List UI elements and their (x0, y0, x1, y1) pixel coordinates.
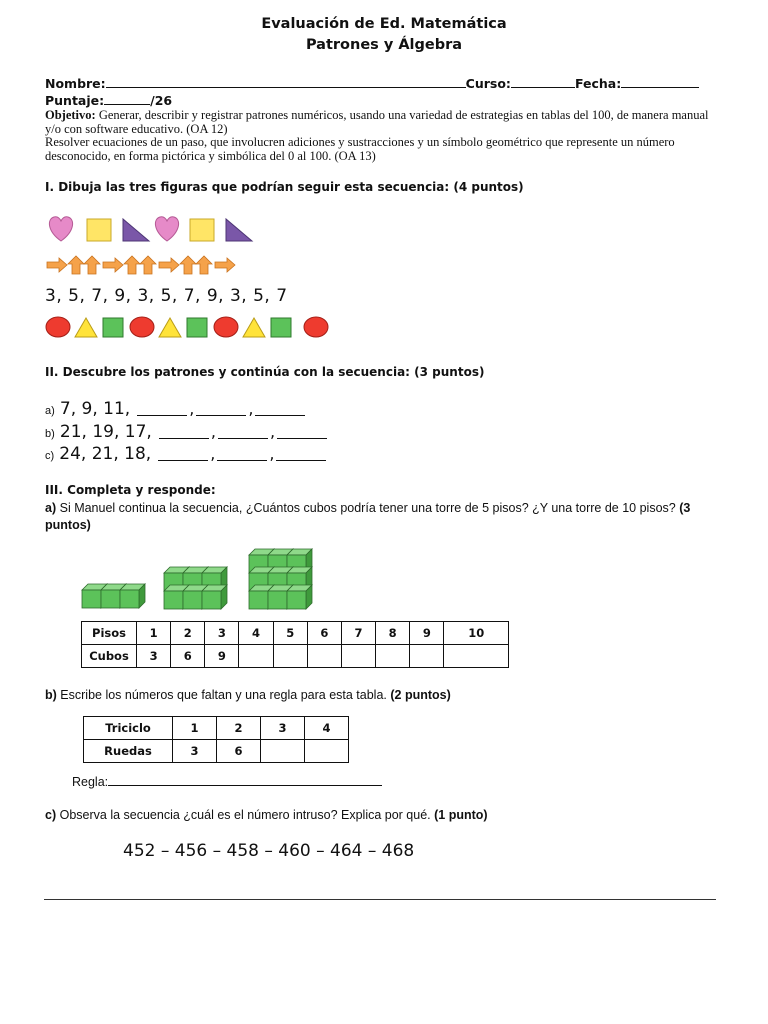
table-cell: 3 (205, 622, 239, 645)
table-cell: 2 (217, 717, 261, 740)
regla-field[interactable] (108, 773, 382, 786)
sequence-text: 24, 21, 18, (59, 444, 152, 464)
fecha-label: Fecha: (574, 76, 622, 91)
objetivo-block (45, 109, 715, 163)
objetivo-text-2: Resolver ecuaciones de un paso, que involucren adiciones y sustracciones y un símbolo geométrico que represente un número desconocido, en forma pictórica y simbólica del 0 al 100. (OA 13) (45, 135, 675, 163)
page-title: Evaluación de Ed. Matemática (261, 16, 507, 32)
answer-blank[interactable] (137, 414, 187, 416)
cube-towers-illustration (78, 548, 328, 610)
arrow-up-icon (140, 256, 156, 274)
red-circle-icon (304, 317, 328, 337)
sequence-text: 21, 19, 17, (59, 422, 152, 442)
table-row (84, 740, 349, 763)
table-cell: 6 (217, 740, 261, 763)
answer-blank[interactable] (218, 437, 268, 439)
answer-cell[interactable] (376, 645, 410, 668)
purple-triangle-icon (226, 219, 252, 241)
arrow-right-icon (47, 258, 67, 272)
objetivo-label: Objetivo: (45, 108, 96, 122)
table-cell: 6 (171, 645, 205, 668)
question-b-text: Escribe los números que faltan y una regla para esta tabla. (60, 688, 387, 702)
sequence-text: 7, 9, 11, (59, 399, 131, 419)
objetivo-text-1: Generar, describir y registrar patrones numéricos, usando una variedad de estrategias en tablas del 100, de manera manual y/o con software educativo. (OA 12) (45, 108, 709, 136)
answer-blank[interactable] (217, 459, 267, 461)
table-cell: 8 (376, 622, 410, 645)
answer-cell[interactable] (239, 645, 273, 668)
question-a (45, 500, 725, 534)
cube-tower-3 (249, 549, 312, 609)
question-b-label: b) (45, 688, 57, 702)
answer-cell[interactable] (410, 645, 444, 668)
section3-heading: III. Completa y responde: (45, 483, 216, 497)
question-a-points: (3 puntos) (45, 501, 691, 532)
student-fields-row (45, 75, 725, 91)
row-header: Ruedas (84, 740, 173, 763)
table-cell: 10 (444, 622, 509, 645)
table-cell: 1 (173, 717, 217, 740)
shape-sequence-1 (45, 213, 260, 245)
answer-blank[interactable] (196, 414, 246, 416)
table-cell: 3 (261, 717, 305, 740)
nombre-field[interactable] (106, 75, 466, 88)
question-a-label: a) (45, 501, 57, 515)
table-cell: 3 (137, 645, 171, 668)
row-header: Pisos (82, 622, 137, 645)
arrow-up-icon (84, 256, 100, 274)
section1-heading: I. Dibuja las tres figuras que podrían seguir esta secuencia: (4 puntos) (45, 180, 524, 194)
item-label: a) (45, 405, 55, 417)
question-c-points: (1 punto) (434, 808, 488, 822)
green-square-icon (103, 318, 123, 337)
puntaje-total: /26 (150, 93, 173, 108)
question-c-label: c) (45, 808, 57, 822)
cube-tower-1 (82, 584, 145, 608)
arrow-sequence (45, 254, 245, 276)
triciclo-ruedas-table (83, 716, 349, 763)
item-label: b) (45, 428, 55, 440)
page-subtitle: Patrones y Álgebra (305, 37, 463, 53)
heart-icon (155, 217, 178, 241)
pisos-cubos-table (81, 621, 509, 668)
answer-blank[interactable] (159, 437, 209, 439)
row-header: Cubos (82, 645, 137, 668)
question-b (45, 688, 451, 702)
sequence-item-b: b) 21, 19, 17, , , (45, 422, 329, 442)
answer-blank[interactable] (276, 459, 326, 461)
answer-cell[interactable] (307, 645, 341, 668)
answer-cell[interactable] (341, 645, 375, 668)
table-cell: 3 (173, 740, 217, 763)
answer-cell[interactable] (444, 645, 509, 668)
answer-blank[interactable] (158, 459, 208, 461)
table-cell: 1 (137, 622, 171, 645)
table-cell: 9 (205, 645, 239, 668)
red-circle-icon (46, 317, 70, 337)
question-c (45, 808, 488, 822)
cube-tower-2 (164, 567, 227, 609)
section2-heading: II. Descubre los patrones y continúa con la secuencia: (3 puntos) (45, 365, 485, 379)
table-cell: 7 (341, 622, 375, 645)
arrow-up-icon (68, 256, 84, 274)
green-square-icon (187, 318, 207, 337)
red-circle-icon (130, 317, 154, 337)
sequence-item-a: a) 7, 9, 11, , , (45, 399, 307, 419)
red-circle-icon (214, 317, 238, 337)
yellow-triangle-icon (75, 318, 97, 337)
puntaje-label: Puntaje: (45, 93, 105, 108)
green-square-icon (271, 318, 291, 337)
answer-cell[interactable] (261, 740, 305, 763)
table-row (84, 717, 349, 740)
table-cell: 4 (239, 622, 273, 645)
bottom-divider (44, 899, 716, 900)
arrow-up-icon (196, 256, 212, 274)
table-row (82, 622, 509, 645)
row-header: Triciclo (84, 717, 173, 740)
item-label: c) (45, 450, 55, 462)
yellow-square-icon (87, 219, 111, 241)
curso-field[interactable] (511, 75, 575, 88)
table-cell: 6 (307, 622, 341, 645)
fecha-field[interactable] (621, 75, 699, 88)
regla-label: Regla: (72, 775, 109, 789)
regla-row (72, 773, 382, 789)
table-cell: 2 (171, 622, 205, 645)
arrow-up-icon (124, 256, 140, 274)
sequence-item-c: c) 24, 21, 18, , , (45, 444, 328, 464)
table-row (82, 645, 509, 668)
answer-blank[interactable] (277, 437, 327, 439)
intruder-sequence: 452 – 456 – 458 – 460 – 464 – 468 (123, 841, 415, 861)
puntaje-field[interactable] (104, 92, 150, 105)
puntaje-row (45, 92, 172, 108)
arrow-up-icon (180, 256, 196, 274)
yellow-square-icon (190, 219, 214, 241)
arrow-right-icon (159, 258, 179, 272)
answer-cell[interactable] (273, 645, 307, 668)
heart-icon (49, 217, 72, 241)
answer-blank[interactable] (255, 414, 305, 416)
purple-triangle-icon (123, 219, 149, 241)
table-cell: 4 (305, 717, 349, 740)
question-c-text: Observa la secuencia ¿cuál es el número intruso? Explica por qué. (59, 808, 431, 822)
question-a-text: Si Manuel continua la secuencia, ¿Cuántos cubos podría tener una torre de 5 pisos? ¿Y una torre de 10 pisos? (59, 501, 676, 515)
curso-label: Curso: (465, 76, 511, 91)
arrow-right-icon (103, 258, 123, 272)
answer-cell[interactable] (305, 740, 349, 763)
shape-sequence-2 (45, 316, 335, 340)
table-cell: 5 (273, 622, 307, 645)
arrow-right-icon (215, 258, 235, 272)
yellow-triangle-icon (159, 318, 181, 337)
number-sequence: 3, 5, 7, 9, 3, 5, 7, 9, 3, 5, 7 (45, 286, 288, 306)
yellow-triangle-icon (243, 318, 265, 337)
question-b-points: (2 puntos) (390, 688, 451, 702)
nombre-label: Nombre: (45, 76, 106, 91)
table-cell: 9 (410, 622, 444, 645)
